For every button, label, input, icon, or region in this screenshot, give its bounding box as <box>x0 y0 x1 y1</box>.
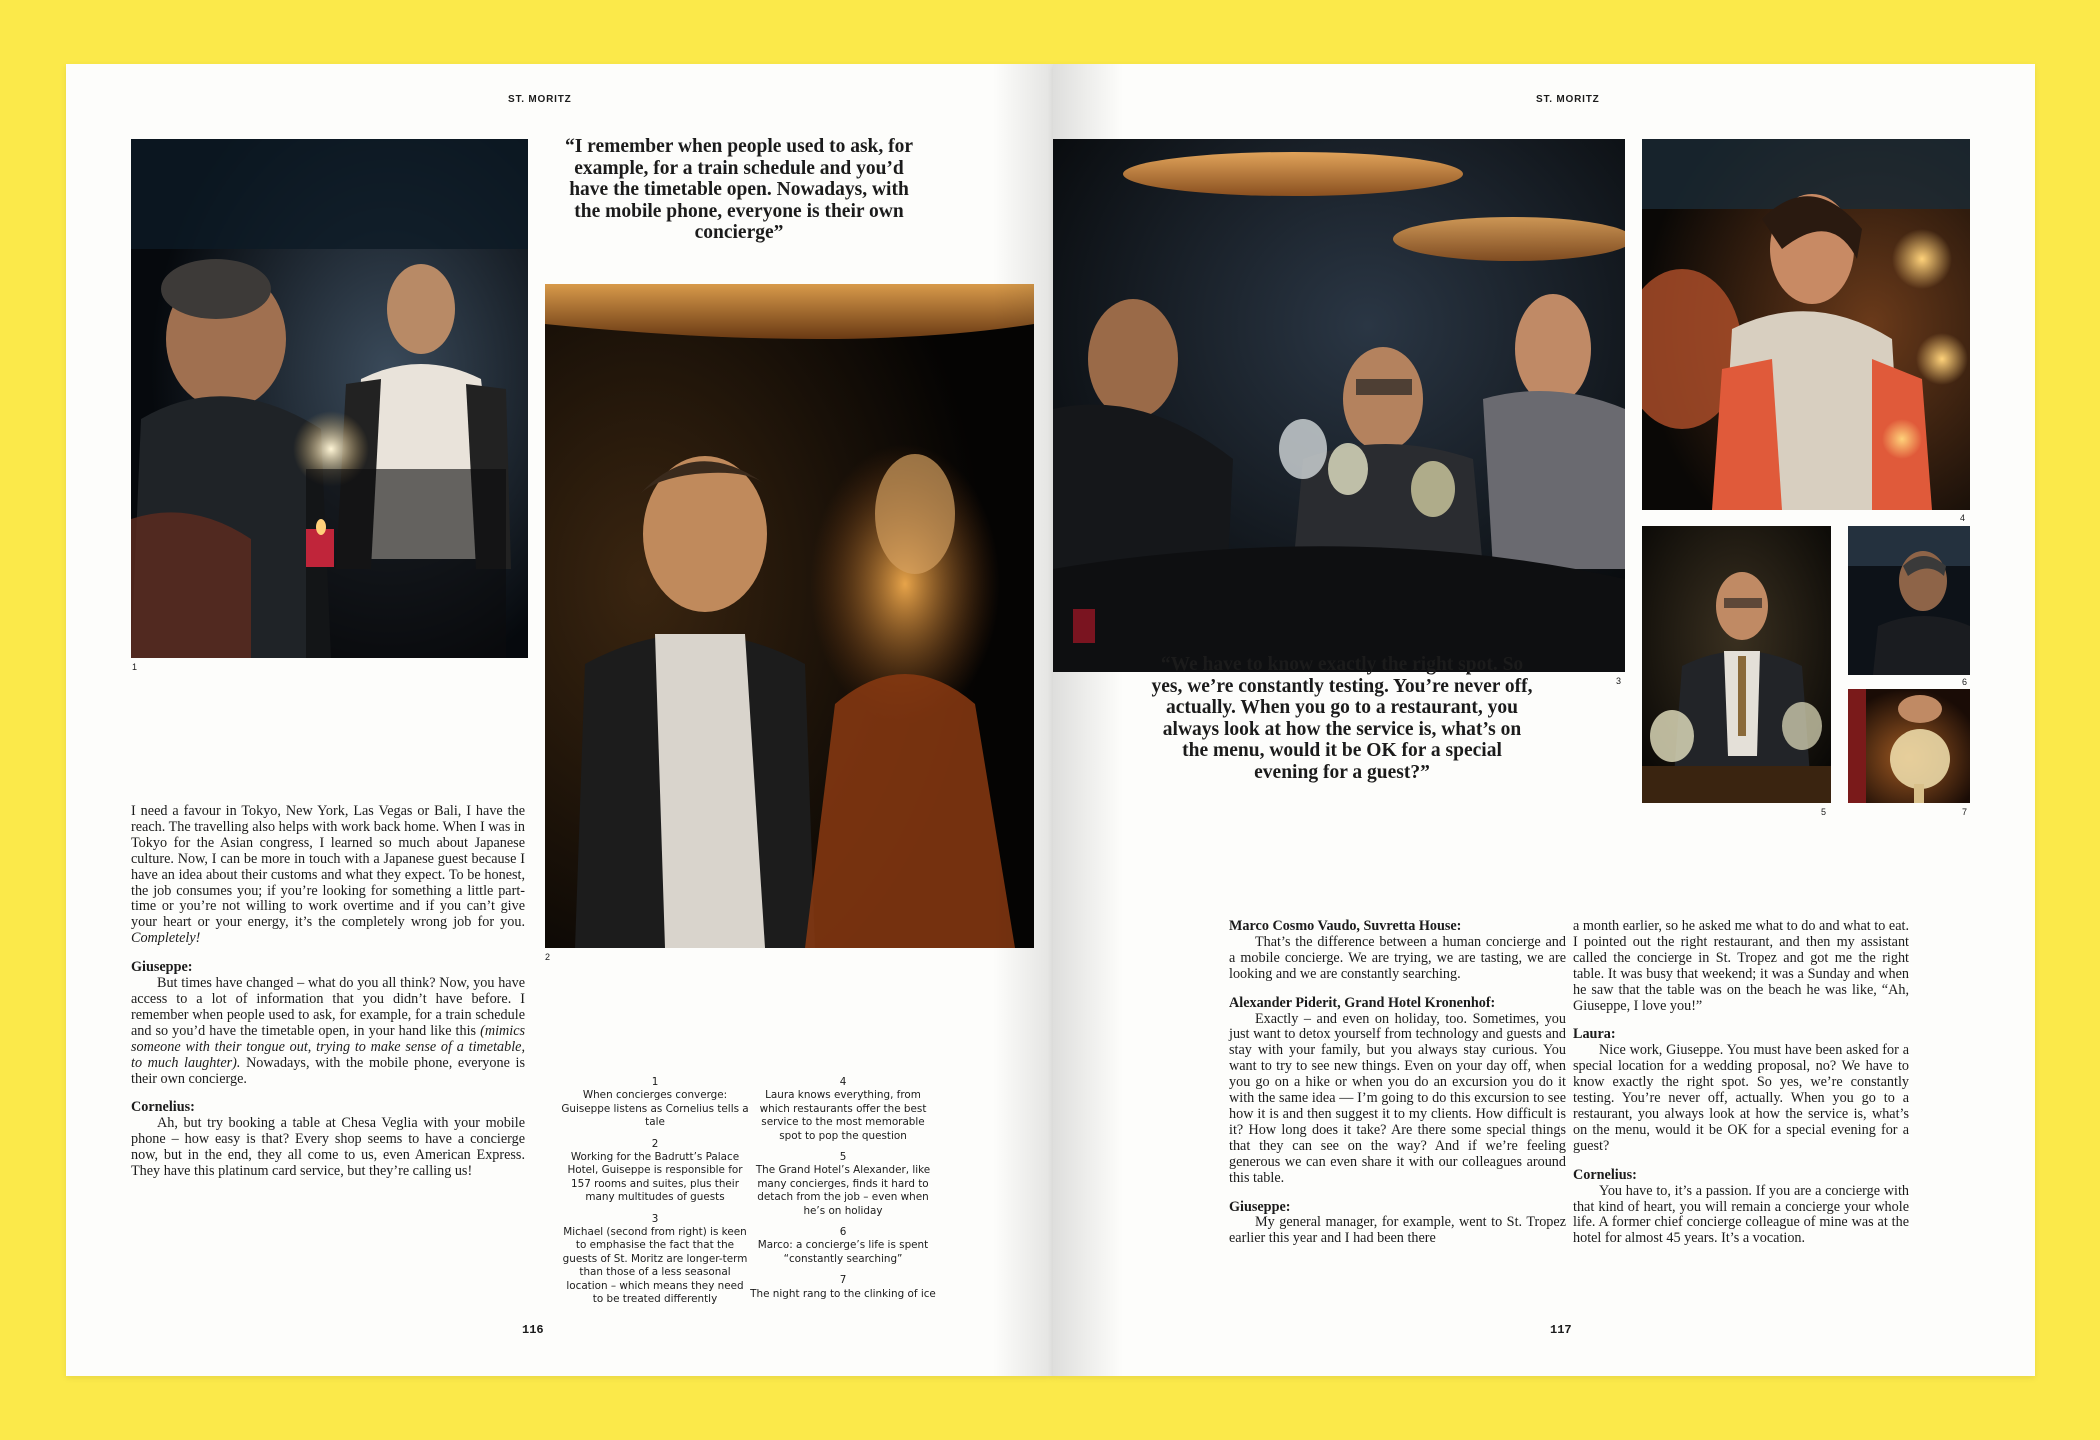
right-page <box>1053 64 2035 1376</box>
caption: 7 The night rang to the clinking of ice <box>750 1274 936 1300</box>
photo-6-marco-profile <box>1848 526 1970 675</box>
page-number: 116 <box>522 1323 544 1337</box>
paragraph: a month earlier, so he asked me what to do and what to eat. I pointed out the right restaurant, and then my assistant called the concierge in St. Tropez and got me the right table. It was busy that weekend; it was a Sunday and when he saw that the table was on the beach he was like, “Ah, Giuseppe, I love you!” <box>1573 918 1909 1014</box>
left-page <box>66 64 1053 1376</box>
paragraph: Nice work, Giuseppe. You must have been asked for a special location for a wedding proposal, no? We have to know exactly the right spot. So yes, we’re constantly testing. You’re never off, actually. When you go to a restaurant, you always look at how the service is, what’s on the menu, would it be OK for a special evening for a guest? <box>1573 1042 1909 1154</box>
paragraph: Ah, but try booking a table at Chesa Veglia with your mobile phone – how easy is that? Every shop seems to have a concierge now, but in the end, they all come to us, even American Express. They have this platinum card service, but they’re calling us! <box>131 1115 525 1180</box>
captions-column-1 <box>560 1076 750 1315</box>
speaker-name: Alexander Piderit, Grand Hotel Kronenhof: <box>1229 994 1496 1011</box>
paragraph: Exactly – and even on holiday, too. Sometimes, you just want to detox yourself from technology and guests and stay with your family, but you always stay curious. You want to try to see new things. Even on your day off, when you go on a hike or when you do an excursion you do it with the same idea — I’m going to do this excursion to see how it is and then suggest it to my clients. How difficult is it? How long does it take? Are there some special things that they can see on the way? And if we’re feeling generous we can even share it with our colleagues around this table. <box>1229 1010 1566 1186</box>
article-body-right-col-2 <box>1573 919 1909 1247</box>
photo-5-alexander-smiling <box>1642 526 1831 803</box>
photo-7-glass-with-ice <box>1848 689 1970 803</box>
speaker-name: Laura: <box>1573 1026 1616 1043</box>
photo-number: 1 <box>132 662 138 672</box>
photo-number: 7 <box>1962 807 1968 817</box>
running-head: ST. MORITZ <box>1536 94 1600 105</box>
page-number: 117 <box>1550 1323 1572 1337</box>
pull-quote: “We have to know exactly the right spot. So yes, we’re constantly testing. You’re never off, actually. When you go to a restaurant, you always look at how the service is, what’s on the menu, would it be OK for a special evening for a guest?” <box>1151 654 1533 783</box>
speaker-name: Marco Cosmo Vaudo, Suvretta House: <box>1229 918 1462 934</box>
page-fold-shadow <box>993 64 1053 1376</box>
photo-number: 2 <box>545 952 551 962</box>
photo-number: 3 <box>1616 676 1622 686</box>
photo-1-concierges-at-bar <box>131 139 528 658</box>
paragraph: I need a favour in Tokyo, New York, Las Vegas or Bali, I have the reach. The travelling also helps with work back home. When I was in Tokyo for the Asian congress, I learned so much about Japanese culture. Now, I can be more in touch with a Japanese guest because I have an idea about their customs and what they expect. To be honest, the job consumes you; if you’re looking for something a little part-time or you’re not willing to work overtime and if you can’t give your heart or your energy, it’s the completely wrong job for you. Completely! <box>131 803 525 947</box>
paragraph: You have to, it’s a passion. If you are a concierge with that kind of heart, you will remain a concierge your whole life. A former chief concierge colleague of mine was at the hotel for almost 45 years. It’s a vocation. <box>1573 1182 1909 1247</box>
running-head: ST. MORITZ <box>508 94 572 105</box>
photo-3-group-at-bar <box>1053 139 1625 672</box>
caption: 3 Michael (second from right) is keen to emphasise the fact that the guests of St. Moritz are longer-term than those of a less seasonal location – which means they need to be treated differently <box>562 1212 748 1306</box>
speaker-name: Cornelius: <box>131 1099 195 1116</box>
captions-column-2 <box>749 1076 937 1309</box>
caption: 6 Marco: a concierge’s life is spent “constantly searching” <box>757 1226 929 1265</box>
paragraph: But times have changed – what do you all think? Now, you have access to a lot of information that you didn’t have before. I remember when people used to ask, for example, for a train schedule and so you’d have the timetable open, in your hand like this (mimics someone with their tongue out, trying to make sense of a timetable, to much laughter). Nowadays, with the mobile phone, everyone is their own concierge. <box>131 975 526 1087</box>
photo-number: 5 <box>1821 807 1827 817</box>
caption: 1 When concierges converge: Guiseppe listens as Cornelius tells a tale <box>561 1076 749 1129</box>
paragraph: My general manager, for example, went to St. Tropez earlier this year and I had been there <box>1229 1214 1566 1247</box>
photo-4-laura-smiling <box>1642 139 1970 510</box>
photo-2-giuseppe-smiling <box>545 284 1034 948</box>
caption: 2 Working for the Badrutt’s Palace Hotel, Guiseppe is responsible for 157 rooms and suites, plus their many multitudes of guests <box>567 1137 743 1204</box>
pull-quote: “I remember when people used to ask, for example, for a train schedule and you’d have the timetable open. Nowadays, with the mobile phone, everyone is their own concierge” <box>564 136 914 243</box>
article-body-right-col-1 <box>1229 919 1566 1247</box>
speaker-name: Giuseppe: <box>1229 1198 1291 1215</box>
caption: 5 The Grand Hotel’s Alexander, like many concierges, finds it hard to detach from the job – even when he’s on holiday <box>755 1151 931 1217</box>
caption: 4 Laura knows everything, from which restaurants offer the best service to the most memorable spot to pop the question <box>759 1076 927 1142</box>
paragraph: That’s the difference between a human concierge and a mobile concierge. We are trying, we are tasting, we are looking and we are constantly searching. <box>1229 933 1566 982</box>
speaker-name: Cornelius: <box>1573 1166 1637 1183</box>
article-body-left <box>131 804 525 1180</box>
photo-number: 6 <box>1962 677 1968 687</box>
photo-number: 4 <box>1960 513 1966 523</box>
speaker-name: Giuseppe: <box>131 959 193 976</box>
